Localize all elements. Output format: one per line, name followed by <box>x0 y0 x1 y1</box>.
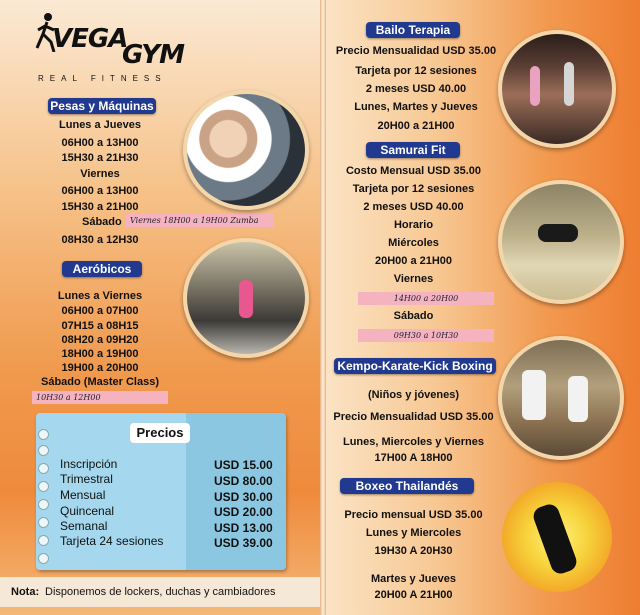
brand-tagline: REAL FITNESS <box>38 74 167 83</box>
brand-name-vega: VEGA <box>52 24 128 54</box>
prices-box <box>36 413 286 570</box>
dance-figure <box>564 62 574 106</box>
price-label: Semanal <box>60 519 108 533</box>
pesas-sabado-label: Sábado <box>82 216 122 228</box>
binder-ring <box>38 535 49 546</box>
dance-photo <box>498 30 616 148</box>
brand-logo <box>34 12 184 86</box>
pesas-line: 06H00 a 13H00 <box>61 185 139 197</box>
kempo-line: 17H00 A 18H00 <box>374 452 453 464</box>
boxeo-line: 20H00 A 21H00 <box>374 589 453 601</box>
samurai-figure <box>538 224 578 242</box>
binder-ring <box>38 553 49 564</box>
samurai-photo <box>498 180 624 304</box>
price-value: USD 20.00 <box>214 505 273 519</box>
baile-header: Bailo Terapia <box>366 22 460 38</box>
aerobics-figure <box>239 280 253 318</box>
pesas-header: Pesas y Máquinas <box>48 98 156 114</box>
baile-line: 20H00 a 21H00 <box>377 120 455 132</box>
kempo-line: Lunes, Miercoles y Viernes <box>342 436 485 448</box>
aerobicos-line: 19H00 a 20H00 <box>61 362 139 374</box>
samurai-viernes-note: 14H00 a 20H00 <box>358 292 494 305</box>
price-value: USD 80.00 <box>214 474 273 488</box>
price-value: USD 15.00 <box>214 458 273 472</box>
aerobicos-header: Aeróbicos <box>62 261 142 277</box>
pesas-sabado-hours: 08H30 a 12H30 <box>61 234 139 246</box>
pesas-line: Lunes a Jueves <box>59 119 141 131</box>
pesas-line: 15H30 a 21H30 <box>61 152 139 164</box>
baile-line: Tarjeta por 12 sesiones <box>355 65 477 77</box>
samurai-header: Samurai Fit <box>366 142 460 158</box>
binder-ring <box>38 517 49 528</box>
kempo-line: Precio Mensualidad USD 35.00 <box>333 411 494 423</box>
binder-ring <box>38 481 49 492</box>
right-panel <box>326 0 640 615</box>
samurai-line: Tarjeta por 12 sesiones <box>352 183 475 195</box>
binder-ring <box>38 499 49 510</box>
binder-ring <box>38 429 49 440</box>
samurai-sabado: Sábado <box>393 310 434 322</box>
binder-ring <box>38 445 49 456</box>
aerobics-photo <box>183 238 309 358</box>
pesas-sabado-note: Viernes 18H00 a 19H00 Zumba <box>126 214 274 227</box>
samurai-line: 20H00 a 21H00 <box>374 255 453 267</box>
samurai-line: Viernes <box>393 273 434 285</box>
brand-name-gym: GYM <box>122 40 184 70</box>
price-label: Inscripción <box>60 457 118 471</box>
muay-thai-photo <box>502 482 612 592</box>
samurai-sabado-note: 09H30 a 10H30 <box>358 329 494 342</box>
weights-photo <box>183 90 309 210</box>
baile-line: 2 meses USD 40.00 <box>365 83 467 95</box>
price-label: Tarjeta 24 sesiones <box>60 534 164 548</box>
karate-figure <box>522 370 546 420</box>
karate-figure <box>568 376 588 422</box>
price-label: Mensual <box>60 488 106 502</box>
aerobicos-line: 08H20 a 09H20 <box>61 334 139 346</box>
boxeo-header: Boxeo Thailandés <box>340 478 474 494</box>
aerobicos-line: 06H00 a 07H00 <box>61 305 139 317</box>
aerobicos-line: 07H15 a 08H15 <box>61 320 139 332</box>
price-value: USD 30.00 <box>214 490 273 504</box>
aerobicos-note: 10H30 a 12H00 <box>32 391 168 404</box>
note-bar <box>0 577 320 607</box>
kempo-header: Kempo-Karate-Kick Boxing <box>334 358 496 374</box>
samurai-line: Costo Mensual USD 35.00 <box>345 165 482 177</box>
muay-thai-figure <box>531 502 579 577</box>
prices-title: Precios <box>130 423 190 443</box>
samurai-line: 2 meses USD 40.00 <box>363 201 464 213</box>
samurai-line: Miércoles <box>388 237 439 249</box>
pesas-line: Viernes <box>80 168 120 180</box>
aerobicos-line: Lunes a Viernes <box>57 290 143 302</box>
pesas-line: 06H00 a 13H00 <box>61 137 139 149</box>
binder-ring <box>38 463 49 474</box>
note-text: Disponemos de lockers, duchas y cambiadores <box>45 586 276 598</box>
boxeo-line: 19H30 A 20H30 <box>374 545 453 557</box>
samurai-line: Horario <box>393 219 434 231</box>
note-label: Nota: <box>11 586 40 598</box>
price-value: USD 39.00 <box>214 536 273 550</box>
boxeo-line: Martes y Jueves <box>371 573 456 585</box>
dance-figure <box>530 66 540 106</box>
boxeo-line: Precio mensual USD 35.00 <box>344 509 483 521</box>
price-label: Quincenal <box>60 504 115 518</box>
price-value: USD 13.00 <box>214 521 273 535</box>
boxeo-line: Lunes y Miercoles <box>365 527 462 539</box>
pesas-line: 15H30 a 21H00 <box>61 201 139 213</box>
price-label: Trimestral <box>60 472 113 486</box>
aerobicos-line: Sábado (Master Class) <box>41 376 159 388</box>
karate-photo <box>498 336 624 460</box>
aerobicos-line: 18H00 a 19H00 <box>61 348 139 360</box>
kempo-line: (Niños y jóvenes) <box>367 389 460 401</box>
baile-line: Lunes, Martes y Jueves <box>354 101 478 113</box>
baile-line: Precio Mensualidad USD 35.00 <box>335 45 497 57</box>
